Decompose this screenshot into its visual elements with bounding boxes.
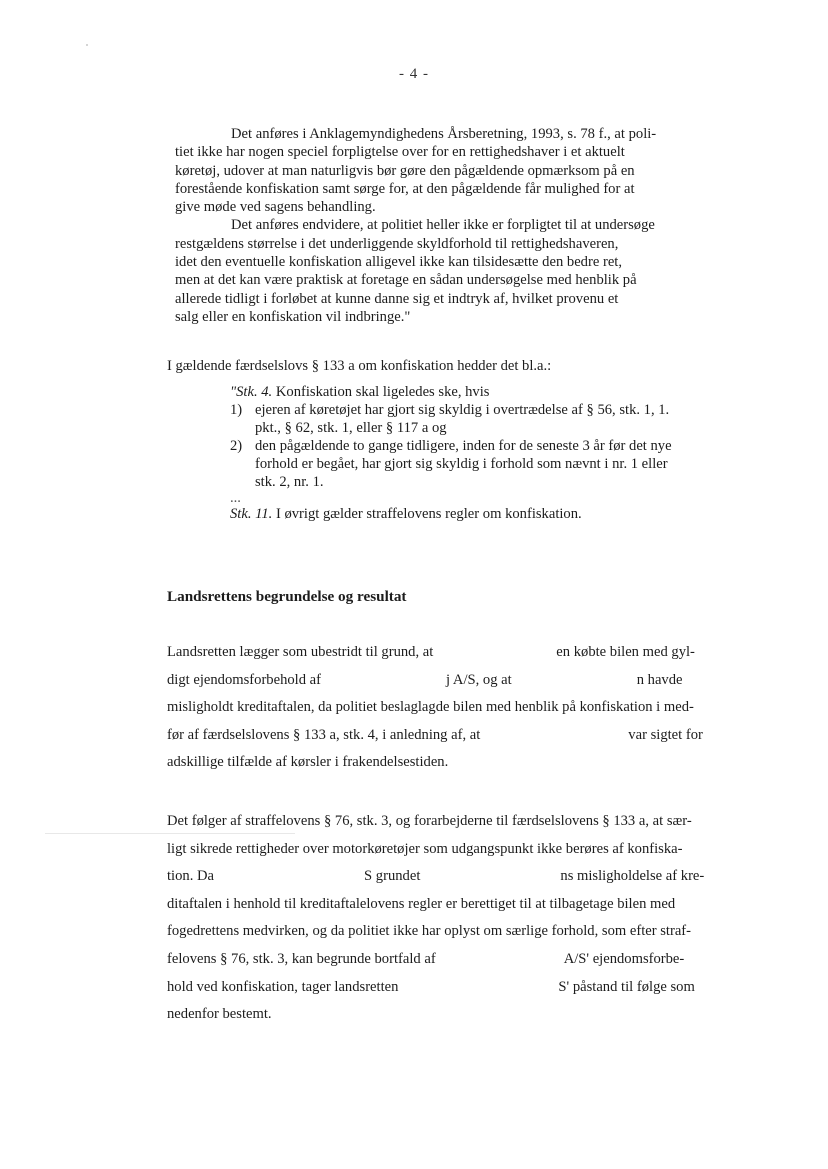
paragraph-1	[167, 639, 743, 777]
text-run: før af færdselslovens § 133 a, stk. 4, i anledning af, at	[167, 726, 481, 743]
text-run: en købte bilen med gyl-	[556, 644, 695, 660]
paragraph-line: nedenfor bestemt.	[167, 1006, 272, 1023]
text-run: A/S' ejendomsforbe-	[563, 950, 685, 967]
paragraph-line: misligholdt kreditaftalen, da politiet beslaglagde bilen med henblik på konfiskation i med-	[167, 699, 694, 716]
section-heading: Landsrettens begrundelse og resultat	[167, 588, 407, 605]
intro-line: I gældende færdselslovs § 133 a om konfiskation hedder det bl.a.:	[167, 358, 552, 374]
quote-line: salg eller en konfiskation vil indbringe."	[175, 308, 411, 325]
paragraph-line: ligt sikrede rettigheder over motorkøretøjer som udgangspunkt ikke berøres af konfiska-	[167, 840, 683, 857]
text-run: j A/S, og at	[446, 671, 512, 688]
law-item-line: ejeren af køretøjet har gjort sig skyldig i overtrædelse af § 56, stk. 1, 1.	[255, 402, 670, 418]
law-item-number: 1)	[230, 402, 243, 418]
stk4-label: "Stk. 4.	[230, 384, 273, 400]
stk4-line	[230, 383, 710, 401]
paragraph-line: ditaftalen i henhold til kreditaftalelovens regler er berettiget til at tilbagetage bilen med	[167, 895, 676, 912]
law-item-line: forhold er begået, har gjort sig skyldig i forhold som nævnt i nr. 1 eller	[255, 456, 668, 472]
stk11-text: I øvrigt gælder straffelovens regler om konfiskation.	[275, 506, 582, 522]
law-item-1	[230, 401, 710, 437]
text-run: felovens § 76, stk. 3, kan begrunde bortfald af	[167, 950, 436, 967]
quote-line: restgældens størrelse i det underliggende skyldforhold til rettighedshaveren,	[175, 235, 619, 252]
stk4-text: Konfiskation skal ligeledes ske, hvis	[275, 384, 490, 400]
text-run: n havde	[636, 671, 683, 688]
paragraph-line: fogedrettens medvirken, og da politiet ikke har oplyst om særlige forhold, som efter straf-	[167, 923, 692, 940]
text-run: digt ejendomsforbehold af	[167, 671, 322, 688]
stk11-label: Stk. 11.	[230, 506, 273, 522]
quote-line: give møde ved sagens behandling.	[175, 199, 376, 216]
quote-line: forestående konfiskation samt sørge for, at den pågældende får mulighed for at	[175, 180, 635, 197]
quote-line: men at det kan være praktisk at foretage en sådan undersøgelse med henblik på	[175, 272, 637, 289]
law-item-line: stk. 2, nr. 1.	[255, 474, 324, 490]
text-run: S' påstand til følge som	[558, 978, 695, 995]
text-run: hold ved konfiskation, tager landsretten	[167, 978, 399, 995]
text-run: S grundet	[364, 868, 421, 885]
law-item-number: 2)	[230, 438, 243, 454]
paragraph-line: adskillige tilfælde af kørsler i frakendelsestiden.	[167, 754, 449, 771]
quote-block	[175, 125, 703, 326]
quote-line: idet den eventuelle konfiskation alligevel ikke kan tilsidesætte den bedre ret,	[175, 254, 622, 271]
paragraph-line: Det følger af straffelovens § 76, stk. 3, og forarbejderne til færdselslovens § 133 a, at sær-	[167, 813, 692, 829]
quote-line: tiet ikke har nogen speciel forpligtelse over for en rettighedshaver i et aktuelt	[175, 144, 625, 161]
text-run: tion. Da	[167, 868, 215, 885]
law-item-2	[230, 437, 710, 491]
law-ellipsis: ...	[230, 490, 241, 506]
law-item-line: pkt., § 62, stk. 1, eller § 117 a og	[255, 420, 447, 436]
law-item-line: den pågældende to gange tidligere, inden for de seneste 3 år før det nye	[255, 438, 672, 454]
quote-line: Det anføres i Anklagemyndighedens Årsberetning, 1993, s. 78 f., at poli-	[231, 126, 657, 142]
text-run: var sigtet for	[628, 726, 703, 743]
quote-line: Det anføres endvidere, at politiet heller ikke er forpligtet til at undersøge	[231, 217, 655, 234]
paragraph-2	[167, 808, 743, 1029]
quote-paragraph-1	[175, 125, 703, 216]
scan-speck	[86, 44, 88, 46]
stk11-line	[230, 505, 710, 523]
quote-line: køretøj, udover at man naturligvis bør gøre den pågældende opmærksom på en	[175, 162, 635, 179]
quote-paragraph-2	[175, 216, 703, 326]
law-quote	[230, 383, 710, 523]
text-run: Landsretten lægger som ubestridt til grund, at	[167, 644, 434, 660]
page-number: - 4 -	[399, 66, 429, 82]
quote-line: allerede tidligt i forløbet at kunne danne sig et indtryk af, hvilket provenu et	[175, 290, 619, 307]
text-run: ns misligholdelse af kre-	[560, 868, 705, 885]
